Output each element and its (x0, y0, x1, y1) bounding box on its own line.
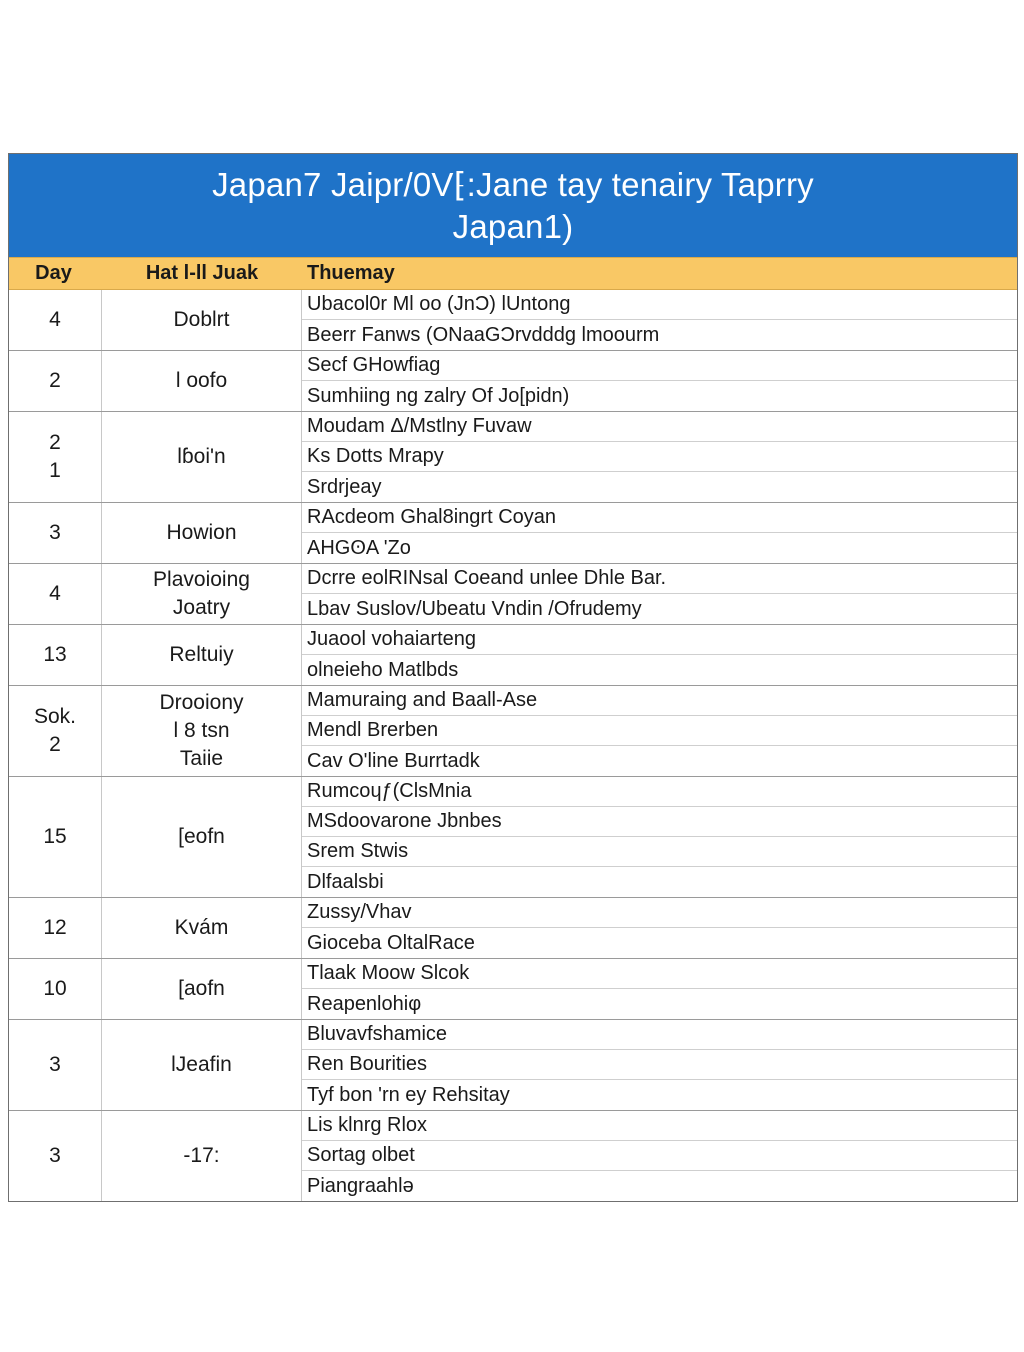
activities-cell (302, 1020, 1017, 1110)
activity-item: Tyf bon 'rn ey Rehsitay (307, 1083, 510, 1106)
day-cell (9, 564, 102, 624)
place-cell (102, 1111, 302, 1201)
activity-item: Lbav Suslov/Ubeatu Vndin /Ofrudemy (307, 597, 642, 620)
place-cell (102, 959, 302, 1019)
activity-item: Dcrre eolRINsal Coeand unlee Dhle Bar. (302, 564, 1017, 594)
day-value: 13 (43, 643, 67, 666)
day-cell (9, 290, 102, 350)
activity-item: AHGʘA 'Zo (307, 536, 411, 559)
activity-item: Dlfaalsbi (307, 870, 384, 893)
table-row (9, 959, 1017, 1020)
place-cell (102, 564, 302, 624)
activity-item: Srem Stwis (302, 837, 1017, 867)
activities-cell (302, 959, 1017, 1019)
day-cell (9, 777, 102, 897)
day-cell (9, 1020, 102, 1110)
table-row (9, 625, 1017, 686)
place-cell (102, 1020, 302, 1110)
activities-cell (302, 503, 1017, 563)
activity-item: Zussy/Vhav (302, 898, 1017, 928)
day-value: 2 1 (49, 431, 61, 482)
day-value: 4 (49, 582, 61, 605)
activities-cell (302, 1111, 1017, 1201)
activities-cell (302, 686, 1017, 776)
activity-item: Gioceba OltalRace (307, 931, 475, 954)
activity-item: Ubacol0r Ml oo (JnƆ) lUntong (302, 290, 1017, 320)
day-value: 3 (49, 1144, 61, 1167)
place-value: Howion (166, 521, 237, 544)
day-value: 3 (49, 521, 61, 544)
activity-item: Beerr Fanws (ΟNaaGƆrvdddg lmoourm (307, 323, 660, 346)
activity-item: Tlaak Moow Slcok (302, 959, 1017, 989)
place-cell (102, 625, 302, 685)
title-banner (9, 154, 1017, 257)
day-cell (9, 898, 102, 958)
place-cell (102, 412, 302, 502)
day-value: 3 (49, 1053, 61, 1076)
activity-item: Mendl Brerben (302, 716, 1017, 746)
day-cell (9, 686, 102, 776)
activities-cell (302, 351, 1017, 411)
day-value: 10 (43, 977, 67, 1000)
place-cell (102, 686, 302, 776)
day-cell (9, 503, 102, 563)
column-header-place: Hat l-ll Juak (145, 262, 259, 284)
table-row (9, 503, 1017, 564)
day-cell (9, 351, 102, 411)
column-header-day: Day (35, 262, 72, 284)
place-cell (102, 351, 302, 411)
place-value: Reltuiy (169, 643, 234, 666)
place-value: [eofn (178, 825, 225, 848)
table-row (9, 351, 1017, 412)
place-cell (102, 777, 302, 897)
table-row (9, 564, 1017, 625)
activity-item: RAcdeom Ghal8ingrt Coyan (302, 503, 1017, 533)
table-row (9, 686, 1017, 777)
activity-item: Reapenlohiφ (307, 992, 422, 1015)
activity-item: Mamuraing and Baall-Ase (302, 686, 1017, 716)
table-row (9, 1020, 1017, 1111)
table-row (9, 1111, 1017, 1201)
table-header (9, 257, 1017, 290)
activity-item: MSdoovarone Jbnbes (302, 807, 1017, 837)
table-row (9, 898, 1017, 959)
activity-item: Ren Bourities (302, 1050, 1017, 1080)
itinerary-table (8, 153, 1018, 1202)
activity-item: Sortag olbet (302, 1141, 1017, 1171)
activity-item: Sumhiing ng zalry Of Jo[pidn) (307, 384, 570, 407)
activities-cell (302, 412, 1017, 502)
place-value: l oofo (175, 369, 228, 392)
activity-item: Secf GHowfiag (302, 351, 1017, 381)
title-line-1: Japan7 Jaipr/0V⁅:Jane tay tenairy Taprry (212, 165, 814, 203)
activity-item: olneieho Matlbds (307, 658, 459, 681)
place-value: Doblrt (173, 308, 230, 331)
activity-item: Piangraahlə (307, 1174, 414, 1197)
day-cell (9, 625, 102, 685)
place-value: -17: (183, 1144, 220, 1167)
activities-cell (302, 564, 1017, 624)
activities-cell (302, 898, 1017, 958)
activity-item: Bluvavfshamice (302, 1020, 1017, 1050)
activity-item: Rumcoɥƒ(ClsMnia (302, 777, 1017, 807)
activities-cell (302, 290, 1017, 350)
table-row (9, 777, 1017, 898)
activity-item: Cav O'line Burrtadk (307, 749, 480, 772)
day-value: 12 (43, 916, 67, 939)
table-row (9, 290, 1017, 351)
day-value: 4 (49, 308, 61, 331)
activity-item: Lis klnrg Rlox (302, 1111, 1017, 1141)
activity-item: Ks Dotts Mrapy (302, 442, 1017, 472)
activities-cell (302, 777, 1017, 897)
column-header-activities: Thuemay (307, 262, 395, 284)
activity-item: Juaool vohaiarteng (302, 625, 1017, 655)
place-value: Ɩɓoi'n (177, 445, 226, 468)
activity-item: Moudam Δ/Mstlny Fuvaw (302, 412, 1017, 442)
activity-item: Srdrjeay (307, 475, 382, 498)
day-value: Sok. 2 (33, 705, 77, 756)
day-cell (9, 1111, 102, 1201)
day-cell (9, 412, 102, 502)
table-row (9, 412, 1017, 503)
place-cell (102, 503, 302, 563)
place-value: [aofn (178, 977, 225, 1000)
place-value: Plavoioing Joatry (153, 568, 250, 619)
place-cell (102, 290, 302, 350)
title-line-2: Japan1) (452, 207, 574, 245)
place-value: Drooiony l 8 tsn Taiie (159, 691, 244, 770)
table-body (9, 290, 1017, 1201)
day-cell (9, 959, 102, 1019)
place-value: ƖJeafin (171, 1053, 232, 1076)
place-cell (102, 898, 302, 958)
activities-cell (302, 625, 1017, 685)
day-value: 2 (49, 369, 61, 392)
place-value: Kvám (174, 916, 229, 939)
day-value: 15 (43, 825, 67, 848)
